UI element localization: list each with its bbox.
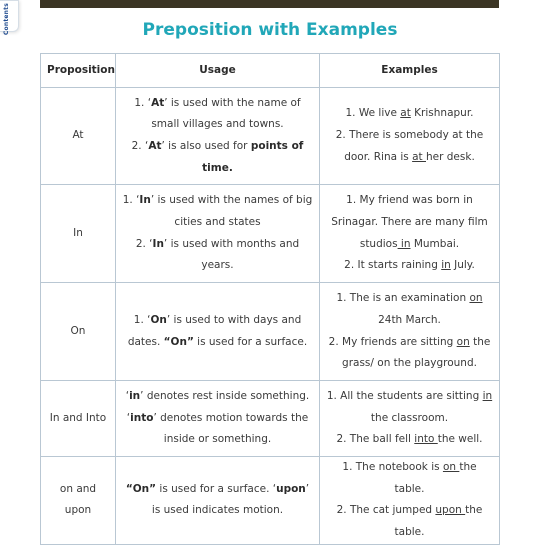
examples-cell: 1. All the students are sitting in the classroom. 2. The ball fell into the well. xyxy=(320,381,500,457)
table-row xyxy=(41,185,500,283)
preposition-table xyxy=(40,53,500,545)
prep-cell: In and Into xyxy=(41,381,116,457)
table-row xyxy=(41,457,500,545)
header-usage: Usage xyxy=(116,54,320,88)
header-examples: Examples xyxy=(320,54,500,88)
examples-cell: 1. The notebook is on the table. 2. The cat jumped upon the table. xyxy=(320,457,500,545)
top-bar xyxy=(40,0,499,8)
examples-cell: 1. My friend was born in Srinagar. There are many film studios in Mumbai. 2. It starts raining in July. xyxy=(320,185,500,283)
usage-cell: 1. ‘On’ is used to with days and dates. “On” is used for a surface. xyxy=(116,283,320,381)
table-header-row xyxy=(41,54,500,88)
page-title: Preposition with Examples xyxy=(142,20,398,40)
usage-cell: 1. ‘In’ is used with the names of big cities and states 2. ‘In’ is used with months and years. xyxy=(116,185,320,283)
table-row xyxy=(41,88,500,185)
usage-cell: “On” is used for a surface. ‘upon’ is used indicates motion. xyxy=(116,457,320,545)
header-proposition: Proposition xyxy=(41,54,116,88)
prep-cell: On xyxy=(41,283,116,381)
examples-cell: 1. The is an examination on 24th March. 2. My friends are sitting on the grass/ on the playground. xyxy=(320,283,500,381)
prep-cell: In xyxy=(41,185,116,283)
prep-cell: on and upon xyxy=(41,457,116,545)
table-row xyxy=(41,283,500,381)
table-row xyxy=(41,381,500,457)
usage-cell: ‘in’ denotes rest inside something. ‘into’ denotes motion towards the inside or something. xyxy=(116,381,320,457)
examples-cell: 1. We live at Krishnapur. 2. There is somebody at the door. Rina is at her desk. xyxy=(320,88,500,185)
usage-cell: 1. ‘At’ is used with the name of small villages and towns. 2. ‘At’ is also used for points of time. xyxy=(116,88,320,185)
contents-tab-label: Contents xyxy=(3,3,10,36)
prep-cell: At xyxy=(41,88,116,185)
